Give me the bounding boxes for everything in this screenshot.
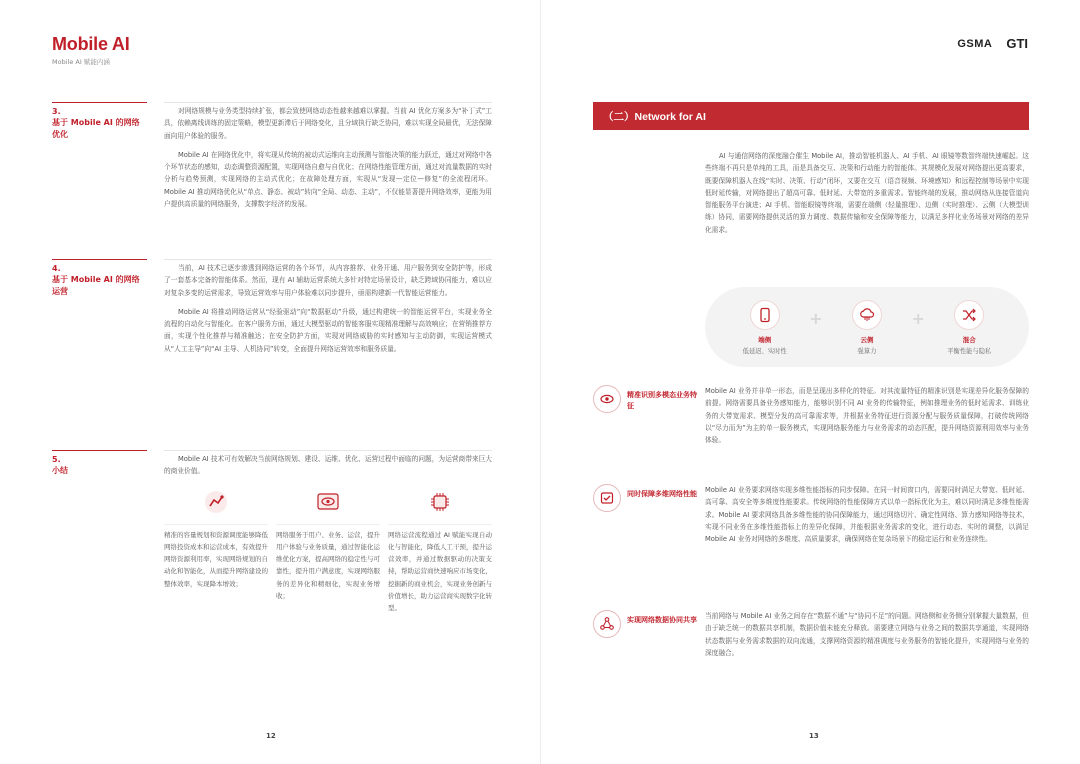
- section-number: 4.: [52, 264, 61, 273]
- section-label: [52, 450, 147, 477]
- feature-header: [593, 610, 701, 638]
- section-label: [52, 102, 147, 141]
- hybrid-arrows-icon: [954, 300, 984, 330]
- page-right: [540, 0, 1080, 764]
- node-name: 混合: [962, 335, 976, 344]
- cloud-compute-icon: [852, 300, 882, 330]
- diagram-node-hybrid: [934, 300, 1004, 355]
- node-desc: 低延迟、实时性: [742, 347, 787, 355]
- intro-block: [705, 150, 1029, 243]
- value-card: [388, 488, 492, 615]
- brand-title: Mobile AI: [52, 34, 130, 54]
- gsma-logo: GSMA: [957, 37, 993, 50]
- section-network-operation: [52, 259, 492, 429]
- card-text: 网络运营流程通过 AI 赋能实现自动化与智能化，降低人工干预，提升运营效率，并通过数据驱动的决策支持，帮助运营商快速响应市场变化，挖掘新的商业机会，实现业务创新与价值增长，助力运营商实现数字化转型。: [388, 524, 492, 615]
- diagram-node-device: [730, 300, 800, 355]
- experience-eye-icon: [314, 488, 342, 516]
- device-phone-icon: [750, 300, 780, 330]
- paragraph: 当前，AI 技术已逐步渗透到网络运营的各个环节，从内容推荐、业务开通、用户服务到安全防护等，形成了一套基本完备的智能体系。然而，现有 AI 辅助运营系统大多针对特定场景设计，缺乏跨域协同能力，难以应对复杂多变的运营需求，导致运营效率与用户体验难以同步提升，亟需构建新一代智能运营能力。: [164, 264, 492, 297]
- gti-logo: GTI: [1006, 36, 1028, 51]
- paragraph: Mobile AI 将推动网络运营从“经验驱动”向“数据驱动”升级，通过构建统一的智能运营平台，实现业务全流程的自动化与智能化。在客户服务方面，通过大模型驱动的智能客服实现精准理解与高效响应；在营销推荐方面，实现个性化推荐与精准触达；在安全防护方面，实现对网络威胁的实时感知与主动防御，实现运营模式从“人工主导”向“AI 主导、人机协同”转变，全面提升网络运营效率和服务质量。: [164, 307, 492, 353]
- plus-icon: +: [911, 308, 925, 328]
- ai-chip-icon: [426, 488, 454, 516]
- section-title: 基于 Mobile AI 的网络优化: [52, 118, 140, 139]
- paragraph: Mobile AI 技术可有效解决当前网络规划、建设、运维、优化、运营过程中面临的问题，为运营商带来巨大的商业价值。: [164, 455, 492, 476]
- brand-subtitle: Mobile AI 赋能内涵: [52, 58, 110, 66]
- section-title: 小结: [52, 466, 68, 475]
- section-network-optimization: [52, 102, 492, 247]
- node-desc: 强算力: [857, 347, 877, 355]
- page-number: 12: [266, 732, 276, 740]
- node-name: 端侧: [758, 335, 772, 344]
- section-number: 3.: [52, 107, 61, 116]
- node-name: 云侧: [860, 335, 874, 344]
- deployment-diagram: [705, 287, 1029, 367]
- recognition-eye-icon: [593, 385, 621, 413]
- diagram-node-cloud: [832, 300, 902, 355]
- feature-text: Mobile AI 业务并非单一形态，而是呈现出多样化的特征。对其流量特征的精准识别是实现差异化服务保障的前提。网络需要具备业务感知能力，能够识别不同 AI 业务的传输特征，例如推理业务的低时延需求、训练业务的大带宽需求、模型分发的高可靠需求等，并根据业务特征进行资源分配与服务质量保障，打破传统网络以“尽力而为”为主的单一服务模式，实现网络服务能力与业务需求的动态匹配，提升网络资源利用效率与业务体验。: [705, 387, 1029, 445]
- feature-title: 精准识别多模态业务特征: [627, 391, 697, 410]
- paragraph: 对网络规模与业务类型持续扩张，都会致使网络动态性越来越难以掌握。当前 AI 优化方案多为“补丁式”工具，依赖离线训练的固定策略，模型更新滞后于网络变化，且分域执行缺乏协同，难以实现全局最优，无法保障面向用户体验的服务。: [164, 107, 492, 140]
- section-body: [164, 102, 492, 217]
- page-number: 13: [809, 732, 819, 740]
- section-label: [52, 259, 147, 298]
- value-cards: [164, 488, 492, 615]
- section-number: 5.: [52, 455, 61, 464]
- network-cost-icon: [202, 488, 230, 516]
- value-card: [276, 488, 380, 615]
- section-summary: [52, 450, 492, 700]
- sharing-nodes-icon: [593, 610, 621, 638]
- feature-header: [593, 385, 701, 413]
- banner-title: （二）Network for AI: [603, 110, 706, 123]
- value-card: [164, 488, 268, 615]
- section-body: [164, 450, 492, 615]
- feature-body: [705, 610, 1029, 666]
- feature-header: [593, 484, 701, 512]
- section-title: 基于 Mobile AI 的网络运营: [52, 275, 140, 296]
- card-text: 网络服务于用户、业务、运营，提升用户体验与业务质量，通过智能化运维优化方案，提高网络的稳定性与可靠性，提升用户满意度，实现网络服务的差异化和精细化，实现业务增收；: [276, 524, 380, 603]
- section-banner: [593, 102, 1029, 130]
- feature-body: [705, 484, 1029, 552]
- intro-paragraph: AI 与通信网络的深度融合催生 Mobile AI，推动智能机器人、AI 手机、AI 眼镜等数智终端快速崛起。这些终端不再只是单纯的工具，而是具备交互、决策和行动能力的智能体。其规模化发展对网络提出更高要求，既要保障机器人在线“实时、决策、行动”闭环，又要在交互（语音视频、环境感知）和远程控制等场景中实现低时延传输，对网络提出了超高可靠、低时延、大带宽的多重需求。智能终端的发展，推动网络从连接管道向智能服务平台演进；AI 手机、智能眼镜等终端，需要在端侧（轻量推理）、边侧（实时推理）、云侧（大模型训练）协同，需要网络提供灵活的算力调度、数据传输和安全保障等能力，以满足多样化业务场景对网络的差异化需求。: [705, 152, 1029, 234]
- feature-title: 实现网络数据协同共享: [627, 616, 697, 624]
- partner-logos: [957, 36, 1028, 51]
- feature-text: 当前网络与 Mobile AI 业务之间存在“数据不通”与“协同不足”的问题。网络侧和业务侧分别掌握大量数据，但由于缺乏统一的数据共享机制，数据价值未能充分释放。需要建立网络与业务之间的数据共享通道，实现网络状态数据与业务需求数据的双向流通，支撑网络资源的精准调度与业务服务的智能化提升，实现网络与业务的深度融合。: [705, 612, 1029, 657]
- brand-header: [52, 34, 130, 66]
- card-text: 精准的容量规划和资源调度能够降低网络投资成本和运营成本，有效提升网络资源利用率，实现网络规划的自动化和智能化，从而提升网络建设的整体效率，实现降本增效；: [164, 524, 268, 590]
- paragraph: Mobile AI 在网络优化中，将实现从传统的被动式运维向主动预测与智能决策的能力跃迁，通过对网络中各个环节状态的感知，动态调整资源配置，实现网络自愈与自优化；在网络性能管理方面，通过对流量数据的实时分析与趋势预测，实现网络的主动式优化；在故障处理方面，实现从“发现—定位—修复”的全流程闭环。Mobile AI 推动网络优化从“单点、静态、被动”转向“全局、动态、主动”，不仅能显著提升网络效率，更能为用户提供高质量的网络服务，支撑数字经济的发展。: [164, 150, 492, 209]
- feature-body: [705, 385, 1029, 453]
- feature-text: Mobile AI 业务要求网络实现多维性能指标的同步保障。在同一时间窗口内，需要同时满足大带宽、低时延、高可靠、高安全等多维度性能要求。传统网络的性能保障方式以单一指标优化为主，难以同时满足多维性能需求。Mobile AI 要求网络具备多维性能的协同保障能力，通过网络切片、确定性网络、算力感知网络等技术，实现不同业务在多维性能指标上的差异化保障，并能根据业务需求的变化，进行动态、实时的调整，以满足 Mobile AI 业务对网络的多维度、高质量要求，确保网络在复杂场景下的稳定运行和业务连续性。: [705, 486, 1029, 544]
- section-body: [164, 259, 492, 362]
- guarantee-check-icon: [593, 484, 621, 512]
- node-desc: 平衡性能与隐私: [947, 347, 992, 355]
- feature-title: 同时保障多维网络性能: [627, 490, 697, 498]
- plus-icon: +: [809, 308, 823, 328]
